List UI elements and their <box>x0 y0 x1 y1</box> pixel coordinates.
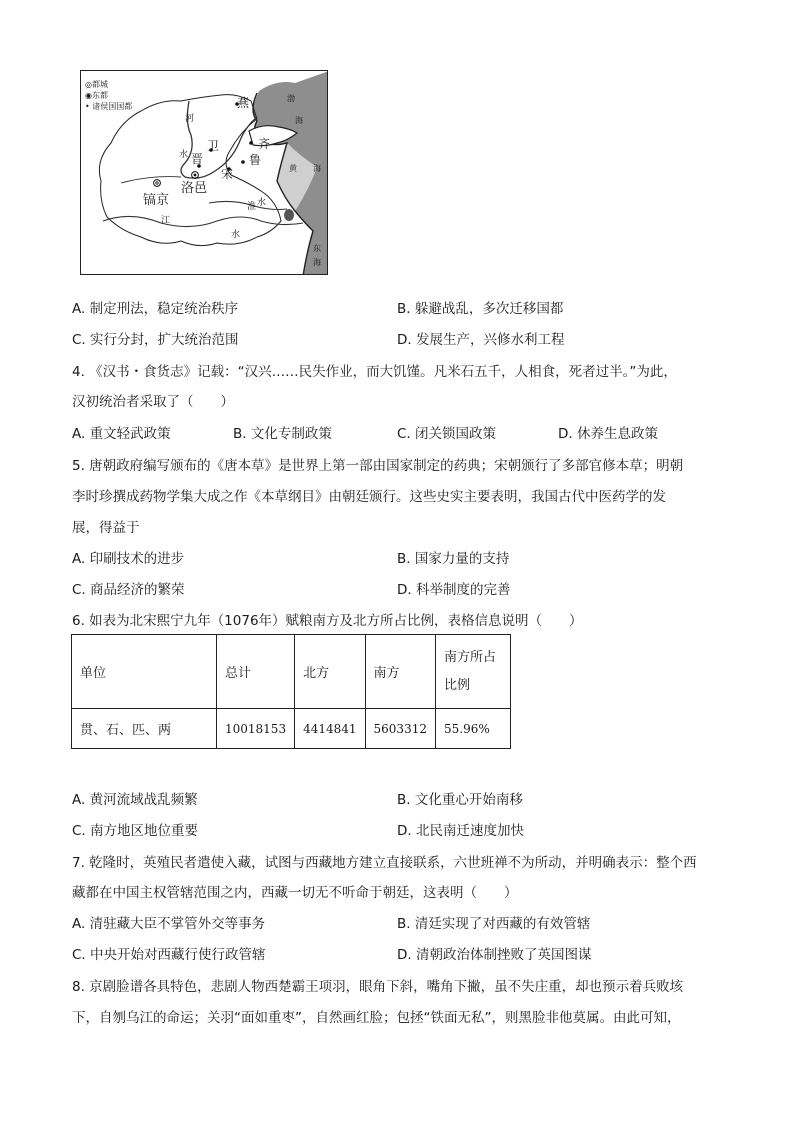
q4-option-d[interactable]: D. 休养生息政策 <box>558 426 658 442</box>
table-header-ratio-line2: 比例 <box>443 677 470 693</box>
table-cell: 10018153 <box>217 709 295 749</box>
lu-city-dot <box>241 160 245 164</box>
label-haojing: 镐京 <box>143 193 170 208</box>
label-bo-hai: 海 <box>295 116 303 125</box>
label-jin: 晋 <box>191 152 204 166</box>
western-zhou-map <box>80 70 328 275</box>
label-wei: 卫 <box>207 139 220 153</box>
table-header-cell: 北方 <box>295 635 365 709</box>
label-shui: 水 <box>179 150 189 160</box>
label-lu: 鲁 <box>249 153 262 167</box>
label-luoyi: 洛邑 <box>181 181 208 196</box>
q7-option-a[interactable]: A. 清驻藏大臣不掌管外交等事务 <box>72 916 266 932</box>
legend-capital: ◎都城 <box>85 80 108 89</box>
label-jiang: 江 <box>161 216 171 226</box>
q6-option-b[interactable]: B. 文化重心开始南移 <box>397 792 523 808</box>
legend-east-capital: ◉东都 <box>85 91 108 100</box>
table-cell: 4414841 <box>295 709 365 749</box>
q6-option-d[interactable]: D. 北民南迁速度加快 <box>397 823 524 839</box>
table-header-cell: 单位 <box>72 635 217 709</box>
wei-river <box>121 177 181 183</box>
q7-option-d[interactable]: D. 清朝政治体制挫败了英国图谋 <box>397 947 592 963</box>
table-header-cell-ratio <box>435 635 510 709</box>
label-jiang-shui: 水 <box>231 230 241 240</box>
q4-option-c[interactable]: C. 闭关锁国政策 <box>397 426 497 442</box>
q4-stem-line1: 4. 《汉书・食货志》记载：“汉兴……民失作业，而大饥馑。凡米石五千，人相食，死者过半。”为此， <box>72 364 677 380</box>
q4-stem-line2: 汉初统治者采取了（ ） <box>72 394 234 410</box>
table-cell: 55.96% <box>435 709 510 749</box>
q5-option-c[interactable]: C. 商品经济的繁荣 <box>72 582 185 598</box>
table-header-cell: 总计 <box>217 635 295 709</box>
label-huang-hai: 海 <box>313 164 321 173</box>
label-qi: 齐 <box>258 137 271 151</box>
yangtze-river <box>103 216 303 226</box>
tax-table <box>71 634 511 749</box>
map-legend <box>85 79 132 112</box>
table-cell: 5603312 <box>365 709 435 749</box>
q6-stem-line1: 6. 如表为北宋熙宁九年（1076年）赋粮南方及北方所占比例，表格信息说明（ ） <box>72 613 583 629</box>
label-yan: 燕 <box>237 96 250 110</box>
table-header-row <box>72 635 511 709</box>
label-song: 宋 <box>221 167 234 181</box>
table-cell: 贯、石、匹、两 <box>72 709 217 749</box>
lake <box>284 209 294 221</box>
label-bo: 渤 <box>287 94 295 103</box>
q3-option-c[interactable]: C. 实行分封，扩大统治范围 <box>72 332 239 348</box>
q5-option-d[interactable]: D. 科举制度的完善 <box>397 582 511 598</box>
q5-stem-line2: 李时珍撰成药物学集大成之作《本草纲目》由朝廷颁行。这些史实主要表明，我国古代中医药学的发 <box>72 489 666 505</box>
q4-option-a[interactable]: A. 重文轻武政策 <box>72 426 171 442</box>
table-header-ratio-line1: 南方所占 <box>443 649 496 665</box>
q7-option-b[interactable]: B. 清廷实现了对西藏的有效管辖 <box>397 916 591 932</box>
label-dong-hai: 海 <box>313 258 321 267</box>
haojing-capital-center <box>156 182 158 184</box>
table-row <box>72 709 511 749</box>
q7-stem-line2: 藏都在中国主权管辖范围之内，西藏一切无不听命于朝廷，这表明（ ） <box>72 885 518 901</box>
q5-stem-line3: 展，得益于 <box>72 520 140 536</box>
q8-stem-line2: 下，自刎乌江的命运；关羽“面如重枣”，自然画红脸；包拯“铁面无私”，则黑脸非他莫属。由此可知， <box>72 1010 681 1026</box>
q3-option-a[interactable]: A. 制定刑法，稳定统治秩序 <box>72 301 239 317</box>
haojing-capital-marker <box>154 180 161 187</box>
label-dong: 东 <box>313 244 321 253</box>
q3-option-d[interactable]: D. 发展生产，兴修水利工程 <box>397 332 565 348</box>
label-he: 河 <box>185 114 195 124</box>
q7-stem-line1: 7. 乾隆时，英殖民者遣使入藏，试图与西藏地方建立直接联系，六世班禅不为所动，并明确表示：整个西 <box>72 855 697 871</box>
q6-option-a[interactable]: A. 黄河流域战乱频繁 <box>72 792 198 808</box>
label-huai-shui: 水 <box>257 198 267 208</box>
label-huai: 淮 <box>247 202 257 212</box>
qi-city-dot <box>249 141 253 145</box>
q6-option-c[interactable]: C. 南方地区地位重要 <box>72 823 199 839</box>
q4-option-b[interactable]: B. 文化专制政策 <box>233 426 332 442</box>
legend-vassal-capital: • 诸侯国国都 <box>85 102 133 111</box>
q5-stem-line1: 5. 唐朝政府编写颁布的《唐本草》是世界上第一部由国家制定的药典；宋朝颁行了多部官修本草；明朝 <box>72 458 684 474</box>
q8-stem-line1: 8. 京剧脸谱各具特色，悲剧人物西楚霸王项羽，眼角下斜，嘴角下撇，虽不失庄重，却也预示着兵败垓 <box>72 979 684 995</box>
q3-option-b[interactable]: B. 躲避战乱，多次迁移国都 <box>397 301 564 317</box>
q5-option-a[interactable]: A. 印刷技术的进步 <box>72 551 185 567</box>
label-huang: 黄 <box>289 164 297 173</box>
table-header-cell: 南方 <box>365 635 435 709</box>
luoyi-east-capital-center <box>194 174 197 177</box>
q7-option-c[interactable]: C. 中央开始对西藏行使行政管辖 <box>72 947 266 963</box>
q5-option-b[interactable]: B. 国家力量的支持 <box>397 551 510 567</box>
